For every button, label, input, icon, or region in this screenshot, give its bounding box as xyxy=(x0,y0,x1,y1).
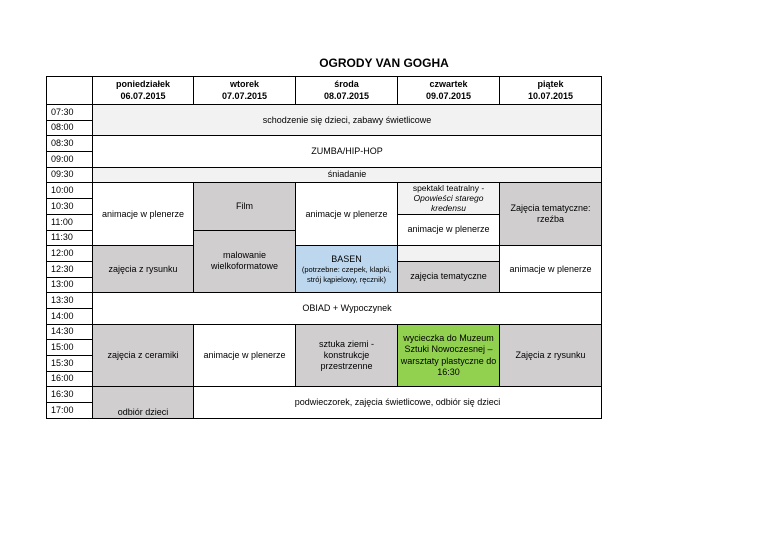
event-fri-animacje: animacje w plenerze xyxy=(500,246,602,293)
time-label: 11:00 xyxy=(47,214,93,230)
event-tue-animacje: animacje w plenerze xyxy=(194,324,296,387)
time-label: 12:30 xyxy=(47,261,93,277)
event-obiad: OBIAD + Wypoczynek xyxy=(93,293,602,324)
header-row xyxy=(47,77,602,105)
time-label: 16:30 xyxy=(47,387,93,403)
event-wed-animacje: animacje w plenerze xyxy=(296,183,398,246)
event-thu-tematyczne: zajęcia tematyczne xyxy=(398,261,500,292)
event-wed-basen: BASEN (potrzebne: czepek, klapki, strój kąpielowy, ręcznik) xyxy=(296,246,398,293)
time-label: 09:30 xyxy=(47,167,93,183)
header-corner xyxy=(47,77,93,105)
time-label: 17:00 xyxy=(47,403,93,419)
time-label: 07:30 xyxy=(47,105,93,121)
time-label: 10:00 xyxy=(47,183,93,199)
event-thu-wycieczka: wycieczka do Muzeum Sztuki Nowoczesnej – warsztaty plastyczne do 16:30 xyxy=(398,324,500,387)
event-mon-animacje: animacje w plenerze xyxy=(93,183,194,246)
time-label: 08:00 xyxy=(47,120,93,136)
time-label: 16:00 xyxy=(47,371,93,387)
day-header-friday: piątek 10.07.2015 xyxy=(500,77,602,105)
time-label: 10:30 xyxy=(47,199,93,215)
event-fri-rzezba: Zajęcia tematyczne: rzeźba xyxy=(500,183,602,246)
event-mon-ceramika: zajęcia z ceramiki xyxy=(93,324,194,387)
event-sniadanie: śniadanie xyxy=(93,167,602,183)
event-mon-odbior: odbiór dzieci xyxy=(93,387,194,418)
page-title: OGRODY VAN GOGHA xyxy=(319,56,449,70)
event-podwieczorek: podwieczorek, zajęcia świetlicowe, odbiór się dzieci xyxy=(194,387,602,418)
schedule-table xyxy=(46,76,602,419)
time-label: 12:00 xyxy=(47,246,93,262)
day-header-thursday: czwartek 09.07.2015 xyxy=(398,77,500,105)
event-wed-sztuka: sztuka ziemi - konstrukcje przestrzenne xyxy=(296,324,398,387)
time-label: 13:00 xyxy=(47,277,93,293)
event-mon-rysunek: zajęcia z rysunku xyxy=(93,246,194,293)
event-thu-animacje: animacje w plenerze xyxy=(398,214,500,245)
time-label: 15:30 xyxy=(47,356,93,372)
time-label: 14:00 xyxy=(47,308,93,324)
event-tue-malowanie: malowanie wielkoformatowe xyxy=(194,230,296,293)
time-label: 09:00 xyxy=(47,152,93,168)
event-schodzenie: schodzenie się dzieci, zabawy świetlicowe xyxy=(93,105,602,136)
event-thu-empty xyxy=(398,246,500,262)
day-header-monday: poniedziałek 06.07.2015 xyxy=(93,77,194,105)
event-thu-spektakl: spektakl teatralny - Opowieści starego kredensu xyxy=(398,183,500,214)
time-label: 13:30 xyxy=(47,293,93,309)
time-label: 11:30 xyxy=(47,230,93,246)
time-label: 14:30 xyxy=(47,324,93,340)
event-fri-rysunek: Zajęcia z rysunku xyxy=(500,324,602,387)
day-header-tuesday: wtorek 07.07.2015 xyxy=(194,77,296,105)
day-header-wednesday: środa 08.07.2015 xyxy=(296,77,398,105)
event-zumba: ZUMBA/HIP-HOP xyxy=(93,136,602,167)
time-label: 08:30 xyxy=(47,136,93,152)
time-label: 15:00 xyxy=(47,340,93,356)
event-tue-film: Film xyxy=(194,183,296,230)
